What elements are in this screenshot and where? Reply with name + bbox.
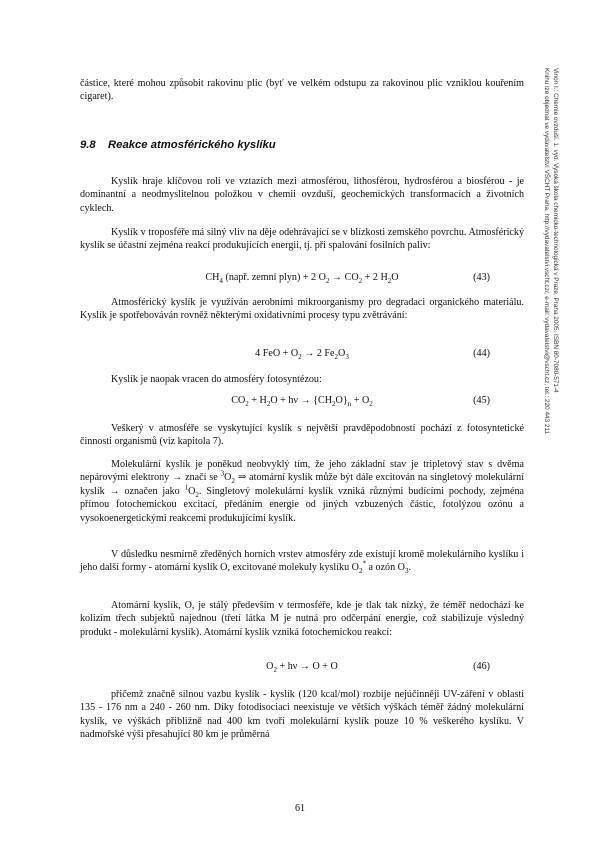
page-number: 61 (294, 803, 306, 814)
citation-line: Vinon I.: Chemie ovzduší. 1. vyd. Vysoká škola chemicko-technologická v Praze, Praha 2005. ISBN 80-7080-571-4 (552, 68, 559, 393)
equation-formula: $CH_4$ (např. zemní plyn) + 2 $O_2 \to CO_2 + 2$ $H_2O$ (205, 272, 399, 286)
paragraph-text: Molekulární kyslík je poněkud neobvyklý tím, že jeho základní stav je tripletový stav s dvěma nepárovými elektrony → značí se $^3O_2$ ⇒ atomární kyslík může být dále excitován na singletový molekulární kyslík → označen jako $^1O_2$. Singletový molekulární kyslík vzniká různými budícími pochody, zejména přímou fotochemickou excitací, předáním energie od jiných vzbuzených částic, fotolýzou ozónu a vysokoenergetickými reakcemi produkujícími kyslík. (80, 459, 524, 524)
paragraph-text: V důsledku nesmírně zředěných horních vrstev atmosféry zde existují kromě molekulárního kyslíku i jeho další formy - atomární kyslík O, excitované molekuly kyslíku $O_2^*$ a ozón $O_3$. (80, 549, 524, 576)
side-citation (542, 68, 560, 658)
paragraph-text: Kyslík je naopak vracen do atmosféry fotosyntézou: (111, 374, 322, 385)
equation-formula: $O_2 + h\nu \to O + O$ (266, 661, 338, 675)
paragraph-text: Atmosférický kyslík je využíván aerobními mikroorganismy pro degradaci organického materiálu. Kyslík je spotřebováván rovněž některými oxidativními procesy typu zvětrávání: (80, 297, 524, 322)
equation-44 (80, 347, 524, 361)
paragraph-7 (80, 548, 524, 575)
equation-number: (45) (473, 395, 490, 406)
equation-formula: 4 FeO + $O_2 \to 2$ $Fe_2O_3$ (255, 348, 349, 362)
paragraph-text: Kyslík v troposféře má silný vliv na děje odehrávající se v blízkosti zemského povrchu. Atmosférický kyslík se účastní zejména reakcí produkujících energii, tj. při spalování fosilních paliv: (80, 227, 524, 252)
paragraph-text: Atomární kyslík, O, je stálý především v termosféře, kde je tlak tak nízký, že téměř nedochází ke kolizím třech subjektů najednou (třetí látka M je nutná pro odčerpání energie, což stabilizuje výsledný produkt - molekulární kyslík). Atomární kyslík vzniká fotochemickou reakcí: (80, 600, 524, 638)
intro-text: částice, které mohou způsobit rakovinu plic (byť ve velkém odstupu za rakovinou plic vzniklou kouřením cigaret). (80, 78, 524, 103)
equation-number: (46) (473, 661, 490, 672)
paragraph-6 (80, 458, 524, 525)
paragraph-1 (80, 175, 524, 215)
section-number: 9.8 (80, 139, 96, 151)
paragraph-4 (80, 373, 524, 386)
paragraph-9 (80, 688, 524, 742)
paragraph-text: Veškerý v atmosféře se vyskytující kyslík s největší pravděpodobností pochází z fotosyntetické činnosti organismů (viz kapitola 7). (80, 423, 524, 448)
section-title: Reakce atmosférického kyslíku (108, 139, 276, 151)
equation-number: (43) (473, 272, 490, 283)
equation-45 (80, 394, 524, 408)
equation-46 (80, 660, 524, 674)
paragraph-text: přičemž značně silnou vazbu kyslík - kyslík (120 kcal/mol) rozbije nejúčinněji UV-záření v oblasti 135 - 176 nm a 240 - 260 nm. Díky fotodisociaci neexistuje ve větších výškách téměř žádný molekulární kyslík, ve výškách přibližně nad 400 km tvoří molekulární kyslík pouze 10 % veškerého kyslíku. V nadmořské výši přesahující 80 km je průměrná (80, 689, 524, 741)
section-heading (80, 139, 276, 152)
intro-paragraph (80, 77, 524, 104)
paragraph-2 (80, 226, 524, 253)
equation-formula: $CO_2 + H_2O + h\nu \to \{CH_2O\}_n + O_2$ (231, 395, 373, 409)
paragraph-5 (80, 422, 524, 449)
equation-number: (44) (473, 348, 490, 359)
paragraph-text: Kyslík hraje klíčovou roli ve vztazích mezi atmosférou, lithosférou, hydrosférou a biosférou - je dominantní a neodmyslitelnou položkou v chemii ovzduší, geochemických transformacích a životních cyklech. (80, 176, 524, 214)
order-info-line: Knihu lze objednat ve vydavatelství VŠCHT Praha, http://vydavatelstvi.vscht.cz/, e-mail: vydavatelstvi@vscht.cz, tel.: 220 443 211 (543, 68, 550, 435)
paragraph-8 (80, 599, 524, 639)
equation-43 (80, 271, 524, 285)
paragraph-3 (80, 296, 524, 323)
